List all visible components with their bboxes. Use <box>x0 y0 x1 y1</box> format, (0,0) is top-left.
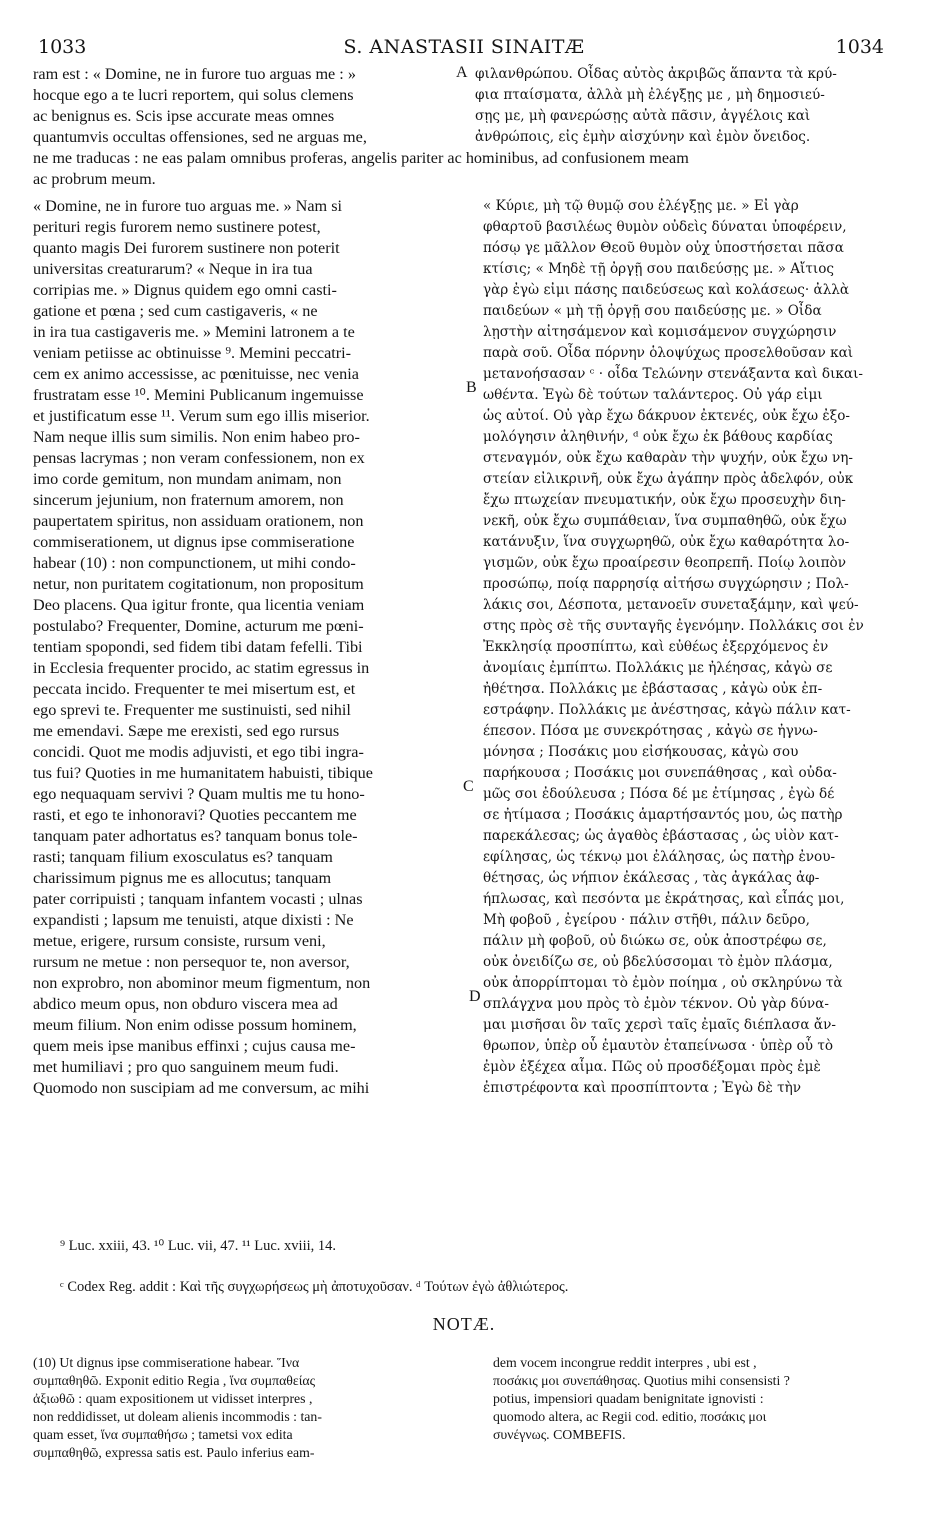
text-line: « Domine, ne in furore tuo arguas me. » Nam si <box>33 197 342 215</box>
text-line: et justificatum esse ¹¹. Verum sum ego illis miserior. <box>33 407 370 425</box>
text-line: φθαρτοῦ βασιλέως θυμὸν οὐδεὶς δύναται ὑποφέρειν, <box>483 219 847 235</box>
text-line: παρήκουσα ; Ποσάκις μοι συνεπάθησας , καὶ οὐδα- <box>483 765 837 781</box>
text-line: φια πταίσματα, ἀλλὰ μὴ ἐλέγξῃς με , μὴ δημοσιεύ- <box>475 87 825 103</box>
text-line: συνέγνως. COMBEFIS. <box>493 1427 626 1442</box>
text-line: μολόγησιν ἀληθινήν, ᵈ οὐκ ἔχω ἐκ βάθους καρδίας <box>483 429 833 445</box>
text-line: μαι μισῆσαι ὃν ταῖς χερσὶ ταῖς ἐμαῖς διέπλασα ἄν- <box>483 1017 836 1033</box>
margin-letter-a: A <box>456 64 468 81</box>
text-line: meum filium. Non enim odisse possum hominem, <box>33 1016 357 1034</box>
text-line: ἀνθρώποις, εἰς ἐμὴν αἰσχύνην καὶ ἐμὸν ὄνειδος. <box>475 129 811 145</box>
text-line: ne me traducas : ne eas palam omnibus proferas, angelis pariter ac hominibus, ad confusionem meam <box>33 149 689 167</box>
text-line: Ἐκκλησίᾳ προσπίπτω, καὶ εὐθέως ἐξερχόμενος ἐν <box>483 639 829 655</box>
text-line: μετανοήσασαν ᶜ · οἶδα Τελώνην στενάξαντα καὶ δικαι- <box>483 366 864 382</box>
text-line: expandisti ; lapsum me tenuisti, atque dixisti : Ne <box>33 911 354 929</box>
text-line: tus fui? Quoties in me humanitatem habuisti, tibique <box>33 764 373 782</box>
text-line: στης πρὸς σὲ τῆς συνταγῆς ἐγενόμην. Πολλάκις σοι ἐν <box>483 618 864 634</box>
margin-letter-c: C <box>463 778 474 795</box>
text-line: rursum ne metue : non persequor te, non aversor, <box>33 953 350 971</box>
text-line: πάλιν μὴ φοβοῦ, οὐ διώκω σε, οὐκ ἀποστρέφω σε, <box>483 933 827 949</box>
text-line: met humiliavi ; pro quo sanguinem meum fudi. <box>33 1058 339 1076</box>
text-line: non reddidisset, ut doleam alienis incommodis : tan- <box>33 1409 322 1424</box>
right-page-number: 1034 <box>835 36 884 58</box>
text-line: Nam neque illis sum similis. Non enim habeo pro- <box>33 428 360 446</box>
text-line: Quomodo non suscipiam ad me conversum, ac mihi <box>33 1079 370 1097</box>
text-line: ac benignus es. Scis ipse accurate meas omnes <box>33 107 335 125</box>
text-line: Μὴ φοβοῦ , ἐγείρου · πάλιν στῆθι, πάλιν δεῦρο, <box>483 912 810 928</box>
text-line: ωθέντα. Ἐγὼ δὲ τούτων ταλάντερος. Οὐ γάρ εἰμι <box>483 387 823 403</box>
text-line: universitas creaturarum? « Neque in ira tua <box>33 260 313 278</box>
text-line: Deo placens. Qua igitur fronte, qua licentia veniam <box>33 596 365 614</box>
text-line: κατάνυξιν, ἵνα συγχωρηθῶ, οὐκ ἔχω καθαρότητα λο- <box>483 534 850 550</box>
text-line: postulabo? Frequenter, Domine, acturum me pœni- <box>33 617 364 635</box>
text-line: ἠθέτησα. Πολλάκις με ἐβάστασας , κἀγὼ οὐκ ἐπ- <box>483 681 823 697</box>
text-line: σῃς με, μὴ φανερώσῃς αὐτὰ πᾶσιν, ἀγγέλοις καὶ <box>475 108 811 124</box>
text-line: paupertatem spiritus, non assiduam orationem, non <box>33 512 364 530</box>
text-line: εφίλησας, ὡς τέκνῳ μοι ἐλάλησας, ὡς πατὴρ ἐνου- <box>483 849 836 865</box>
text-line: συμπαθηθῶ. Exponit editio Regia , ἵνα συμπαθείας <box>33 1373 316 1388</box>
text-line: veniam petiisse ac obtinuisse ⁹. Memini peccatri- <box>33 344 352 362</box>
margin-letter-b: B <box>466 379 477 396</box>
text-line: λῃστὴν αἰτησάμενον καὶ κομισάμενον συγχώρησιν <box>483 324 837 340</box>
greek-column-main <box>483 196 903 1099</box>
left-page-number: 1033 <box>38 36 87 58</box>
text-line: ac probrum meum. <box>33 170 156 188</box>
text-line: φιλανθρώπου. Οἶδας αὐτὸς ἀκριβῶς ἅπαντα τὰ κρύ- <box>475 66 837 82</box>
text-line: στεναγμόν, οὐκ ἔχω καθαρὰν τὴν ψυχήν, οὐκ ἔχω νη- <box>483 450 853 466</box>
text-line: ἀξιωθῶ : quam expositionem ut vidisset interpres , <box>33 1391 313 1406</box>
latin-full-width-lines <box>33 148 903 190</box>
text-line: quantumvis occultas offensiones, sed ne arguas me, <box>33 128 367 146</box>
text-line: potius, impensiori quadam benignitate ignovisti : <box>493 1391 764 1406</box>
text-line: pater corripuisti ; tanquam infantem vocasti ; ulnas <box>33 890 363 908</box>
text-line: habear (10) : non compunctionem, ut mihi condo- <box>33 554 356 572</box>
text-line: συμπαθηθῶ, expressa satis est. Paulo inferius eam- <box>33 1445 315 1460</box>
text-line: dem vocem incongrue reddit interpres , ubi est , <box>493 1355 757 1370</box>
text-line: quanto magis Dei furorem sustinere non poterit <box>33 239 340 257</box>
text-line: (10) Ut dignus ipse commiseratione habear. Ἵνα <box>33 1355 300 1370</box>
text-line: ἐπιστρέφοντα καὶ προσπίπτοντα ; Ἐγὼ δὲ τὴν <box>483 1080 802 1096</box>
text-line: σπλάγχνα μου πρὸς τὸ ἐμὸν τέκνον. Οὐ γὰρ δύνα- <box>483 996 829 1012</box>
text-line: in Ecclesia frequenter procido, ac statim egressus in <box>33 659 370 677</box>
text-line: sincerum jejunium, non fraternum amorem, non <box>33 491 344 509</box>
text-line: « Κύριε, μὴ τῷ θυμῷ σου ἐλέγξῃς με. » Εἰ γὰρ <box>483 198 799 214</box>
text-line: tanquam pater adhortatus es? tanquam bonus tole- <box>33 827 358 845</box>
text-line: rasti, et ego te inhonoravi? Quoties peccantem me <box>33 806 357 824</box>
text-line: σε ἠτίμασα ; Ποσάκις ἁμαρτήσαντός μου, ὡς πατὴρ <box>483 807 843 823</box>
text-line: abdico meum opus, non obduro viscera mea ad <box>33 995 338 1013</box>
text-line: εστράφην. Πολλάκις με ἀνέστησας, κἀγὼ πάλιν κατ- <box>483 702 851 718</box>
text-line: ego sprevi te. Frequenter me sustinuisti, sed nihil <box>33 701 351 719</box>
text-line: cem ex animo accessisse, ac pœnituisse, nec venia <box>33 365 359 383</box>
text-line: ὡς αὐτοί. Οὐ γὰρ ἔχω δάκρυον ἐκτενές, οὐκ ἔχω ἐξο- <box>483 408 850 424</box>
text-line: gatione et pœna ; sed cum castigaveris, « ne <box>33 302 318 320</box>
text-line: charissimum pignus me es allocutus; tanquam <box>33 869 332 887</box>
text-line: netur, non puritatem cogitationum, non propositum <box>33 575 364 593</box>
text-line: metue, erigere, rursum consiste, rursum veni, <box>33 932 326 950</box>
text-line: λάκις σοι, Δέσποτα, μετανοεῖν συνεταξάμην, καὶ ψεύ- <box>483 597 859 613</box>
margin-letter-d: D <box>469 988 481 1005</box>
text-line: concidi. Quot me modis adjuvisti, et ego tibi ingra- <box>33 743 364 761</box>
text-line: γὰρ ἐγὼ εἰμι πάσης παιδεύσεως καὶ κολάσεως· ἀλλὰ <box>483 282 850 298</box>
text-line: quomodo altera, ac Regii cod. editio, ποσάκις μοι <box>493 1409 767 1424</box>
text-line: quam esset, ἵνα συμπαθήσω ; tametsi vox edita <box>33 1427 293 1442</box>
text-line: μόνησα ; Ποσάκις μου εἰσήκουσας, κἀγὼ σου <box>483 744 799 760</box>
text-line: ego nequaquam servivi ? Quam multis me tu hono- <box>33 785 365 803</box>
scripture-footnotes-text: ⁹ Luc. xxiii, 43. ¹⁰ Luc. vii, 47. ¹¹ Luc. xviii, 14. <box>60 1238 337 1254</box>
text-line: θρωπον, ὑπὲρ οὗ ἐμαυτὸν ἐταπείνωσα · ὑπὲρ οὗ τὸ <box>483 1038 834 1054</box>
text-line: ποσάκις μοι συνεπάθησας. Quotius mihi consensisti ? <box>493 1373 790 1388</box>
codex-footnotes-text: ᶜ Codex Reg. addit : Καὶ τῆς συγχωρήσεως μὴ ἀποτυχοῦσαν. ᵈ Τούτων ἐγὼ ἀθλιώτερος. <box>60 1279 569 1295</box>
running-title: S. ANASTASII SINAITÆ <box>343 36 585 58</box>
text-line: hocque ego a te lucri reportem, qui solus clemens <box>33 86 354 104</box>
text-line: non exprobro, non abominor meum figmentum, non <box>33 974 371 992</box>
text-line: ἔχω πτωχείαν πνευματικήν, οὐκ ἔχω προσευχὴν διη- <box>483 492 846 508</box>
text-line: παρὰ σοῦ. Οἶδα πόρνην ὁλοψύχως προσελθοῦσαν καὶ <box>483 345 854 361</box>
text-line: frustratam esse ¹⁰. Memini Publicanum ingemuisse <box>33 386 364 404</box>
text-line: tentiam spopondi, sed fidem tibi datam fefelli. Tibi <box>33 638 363 656</box>
text-line: θέτησας, ὡς νήπιον ἐκάλεσας , τὰς ἀγκάλας ἀφ- <box>483 870 820 886</box>
text-line: ἐμὸν ἐξέχεα αἷμα. Πῶς οὐ προσδέξομαι πρὸς ἐμὲ <box>483 1059 821 1075</box>
notae-right-column <box>493 1354 913 1444</box>
text-line: quem meis ipse manibus effinxi ; cujus causa me- <box>33 1037 356 1055</box>
text-line: imo corde gemitum, non mundam animam, non <box>33 470 342 488</box>
text-line: παιδεύων « μὴ τῇ ὀργῇ σου παιδεύσῃς με. » Οἶδα <box>483 303 822 319</box>
text-line: οὐκ ὀνειδίζω σε, οὐ βδελύσσομαι τὸ ἐμὸν πλάσμα, <box>483 954 833 970</box>
text-line: προσώπῳ, ποίᾳ παρρησίᾳ αἰτήσω συγχώρησιν ; Πολ- <box>483 576 849 592</box>
notae-heading: NOTÆ. <box>432 1314 496 1334</box>
text-line: κτίσις; « Μηδὲ τῇ ὀργῇ σου παιδεύσῃς με. » Αἴτιος <box>483 261 835 277</box>
greek-column-top <box>475 64 900 148</box>
text-line: commiserationem, ut dignus ipse commiseratione <box>33 533 355 551</box>
text-line: ἀνομίαις ἐμπίπτω. Πολλάκις με ἠλέησας, κἀγὼ σε <box>483 660 833 676</box>
text-line: γισμῶν, οὐκ ἔχω προαίρεσιν θεοπρεπῆ. Ποίῳ λοιπὸν <box>483 555 846 571</box>
text-line: μῶς σοι ἐδούλευσα ; Πόσα δέ με ἐτίμησας , ἐγὼ δέ <box>483 786 835 802</box>
scripture-footnotes <box>60 1238 900 1255</box>
text-line: perituri regis furorem nemo sustinere potest, <box>33 218 321 236</box>
text-line: έπεσον. Πόσα με συνεκρότησας , κἀγὼ σε ἠγνω- <box>483 723 818 739</box>
text-line: στείαν εἰλικρινῆ, οὐκ ἔχω ἀγάπην πρὸς ἀδελφόν, οὐκ <box>483 471 854 487</box>
latin-column-main <box>33 196 463 1099</box>
codex-footnotes <box>60 1279 900 1296</box>
text-line: πόσῳ γε μᾶλλον Θεοῦ θυμὸν οὐχ ὑποστήσεται πᾶσα <box>483 240 844 256</box>
text-line: παρεκάλεσας; ὡς ἀγαθὸς ἐβάστασας , ὡς υἱὸν κατ- <box>483 828 839 844</box>
text-line: rasti; tanquam filium exosculatus es? tanquam <box>33 848 333 866</box>
text-line: ήπλωσας, καὶ πεσόντα με ἐκράτησας, καὶ εἶπάς μοι, <box>483 891 845 907</box>
latin-column-top <box>33 64 453 148</box>
text-line: pensas lacrymas ; non veram confessionem, non ex <box>33 449 365 467</box>
text-line: in ira tua castigaveris me. » Memini latronem a te <box>33 323 355 341</box>
text-line: νεκῆ, οὐκ ἔχω συμπάθειαν, ἵνα συμπαθηθῶ, οὐκ ἔχω <box>483 513 847 529</box>
text-line: οὐκ ἀπορρίπτομαι τὸ ἐμὸν ποίημα , οὐ σκληρύνω τὰ <box>483 975 843 991</box>
text-line: corripias me. » Dignus quidem ego omni casti- <box>33 281 337 299</box>
text-line: me emendavi. Sæpe me erexisti, sed ego rursus <box>33 722 340 740</box>
text-line: ram est : « Domine, ne in furore tuo arguas me : » <box>33 65 356 83</box>
notae-left-column <box>33 1354 473 1462</box>
text-line: peccata incido. Frequenter te mei misertum est, et <box>33 680 356 698</box>
